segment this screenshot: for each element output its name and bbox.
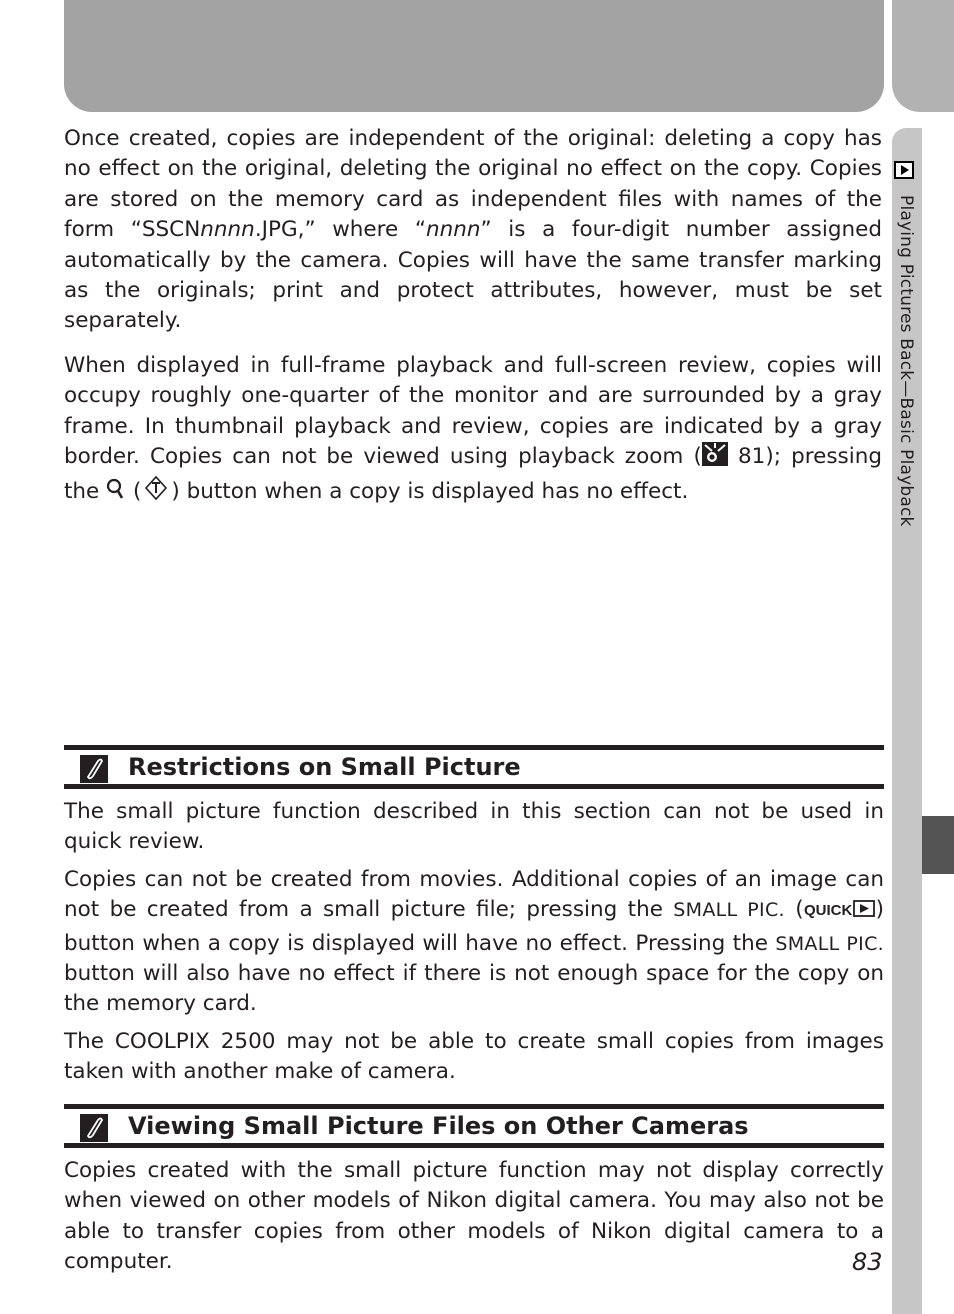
note-header (64, 1104, 884, 1148)
note-body (64, 1156, 884, 1278)
note-paragraph: Copies created with the small picture function may not display correctly when viewed on other models of Nikon digital camera. You may also not be able to transfer copies from other models of Nikon digital camera to a computer. (64, 1158, 884, 1275)
header-band (64, 0, 884, 112)
playback-icon (894, 161, 914, 179)
note-header (64, 745, 884, 789)
note-other-cameras (64, 1104, 884, 1285)
paragraph-copies-independent: Once created, copies are independent of the original: deleting a copy has no effect on the original, deleting the original no effect on the copy. Copies are stored on the memory card as independent files with names of the form “SSCNnnnn.JPG,” where “nnnn” is a four-digit number assigned automatically by the camera. Copies will have the same transfer marking as the originals; print and protect attributes, however, must be set separately. (64, 126, 883, 334)
quick-playback-icon (804, 898, 876, 928)
note-restrictions (64, 745, 884, 1095)
tele-zoom-icon (141, 475, 171, 510)
note-paragraph: Copies can not be created from movies. Additional copies of an image can not be created from a small picture file; pressing the SMALL PIC. ( QUICK ) button when a copy is displayed will have no effect. Pressing the SMALL PIC. button will also have no effect if there is not enough space for the copy on the memory card. (64, 866, 884, 1017)
page-number: 83 (852, 1248, 883, 1276)
note-title: Restrictions on Small Picture (128, 753, 521, 781)
svg-text:QUICK: QUICK (803, 902, 852, 920)
note-body (64, 797, 884, 1088)
chapter-title: Playing Pictures Back—Basic Playback (896, 195, 916, 527)
note-paragraph: The COOLPIX 2500 may not be able to create small copies from images taken with another make of camera. (64, 1028, 884, 1085)
reference-icon (702, 442, 728, 475)
main-text (64, 124, 882, 511)
note-paragraph: The small picture function described in this section can not be used in quick review. (64, 799, 884, 855)
note-title: Viewing Small Picture Files on Other Cameras (128, 1112, 749, 1140)
note-pencil-icon (80, 1114, 108, 1142)
section-tab (922, 816, 954, 874)
note-pencil-icon (80, 755, 108, 783)
corner-tab (892, 0, 954, 112)
small-pic-button-label: SMALL PIC. (775, 932, 884, 955)
small-pic-button-label: SMALL PIC. (673, 899, 785, 922)
zoom-magnifier-icon (106, 477, 126, 510)
paragraph-display: When displayed in full-frame playback and full-screen review, copies will occupy roughly one-quarter of the monitor and are surrounded by a gray frame. In thumbnail playback and review, copies are indicated by a gray border. Copies can not be viewed using playback zoom ( 81); pressing the ( ) button when a copy is displayed has no effect. (64, 351, 882, 511)
